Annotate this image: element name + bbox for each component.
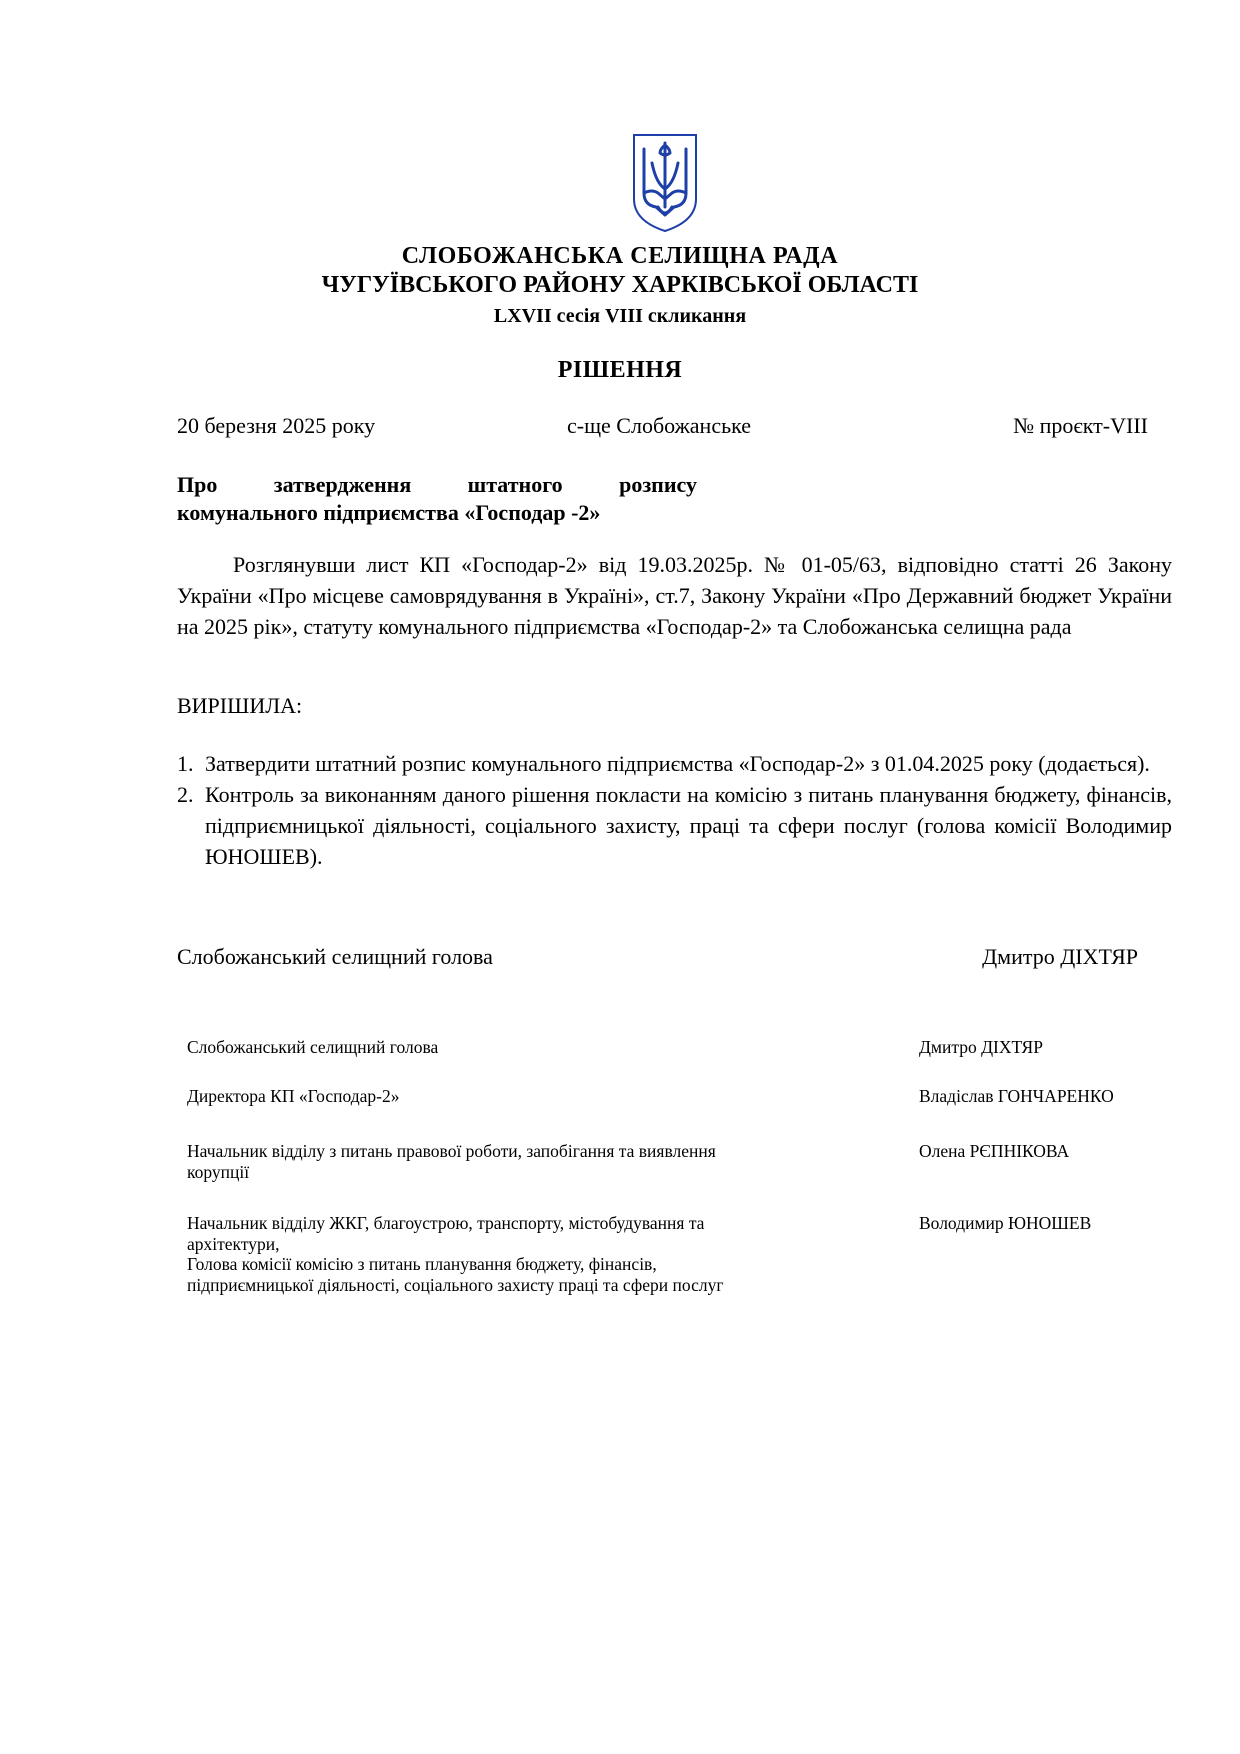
- session-text: LXVII сесія VIII скликання: [493, 305, 747, 327]
- decision-number-label: 2.: [177, 782, 194, 807]
- decided-label: ВИРІШИЛА:: [177, 693, 303, 718]
- subject-line-2: комунального підприємства «Господар -2»: [177, 500, 601, 525]
- approval-role: Директора КП «Господар-2»: [187, 1086, 400, 1106]
- decision-item: [177, 779, 1172, 872]
- approval-name: Олена РЄПНІКОВА: [919, 1141, 1070, 1161]
- document-title: РІШЕННЯ: [557, 357, 683, 383]
- district-name: ЧУГУЇВСЬКОГО РАЙОНУ ХАРКІВСЬКОЇ ОБЛАСТІ: [321, 272, 919, 298]
- signatory-role: Слобожанський селищний голова: [177, 944, 493, 969]
- subject-word: штатного: [467, 472, 563, 497]
- subject-line-1: [177, 471, 697, 499]
- subject-word: затвердження: [273, 472, 412, 497]
- decision-list: [177, 748, 1172, 872]
- approval-role: Начальник відділу ЖКГ, благоустрою, транспорту, містобудування та архітектури, Голова комісії комісію з питань планування бюджету, фінансів, підприємницької діяльності, соціального захисту праці та сфери послуг: [187, 1213, 724, 1295]
- decision-number: № проєкт-VIII: [1013, 413, 1148, 438]
- subject-word: Про: [177, 472, 218, 497]
- decision-subject: [177, 471, 697, 527]
- coat-of-arms-icon: [632, 133, 698, 233]
- decision-place: с-ще Слобожанське: [567, 413, 752, 438]
- approval-name: Владіслав ГОНЧАРЕНКО: [919, 1086, 1114, 1106]
- approval-role: Слобожанський селищний голова: [187, 1037, 439, 1057]
- decision-item: [177, 748, 1172, 779]
- preamble-paragraph: Розглянувши лист КП «Господар-2» від 19.03.2025р. № 01-05/63, відповідно статті 26 Закону України «Про місцеве самоврядування в Україні», ст.7, Закону України «Про Державний бюджет України на 2025 рік», статуту комунального підприємства «Господар-2» та Слобожанська селищна рада: [177, 552, 1172, 639]
- signatory-name: Дмитро ДІХТЯР: [982, 944, 1138, 969]
- decision-text: Контроль за виконанням даного рішення покласти на комісію з питань планування бюджету, фінансів, підприємницької діяльності, соціального захисту, праці та сфери послуг (голова комісії Володимир ЮНОШЕВ).: [205, 782, 1172, 869]
- decision-text: Затвердити штатний розпис комунального підприємства «Господар-2» з 01.04.2025 року (додається).: [205, 751, 1150, 776]
- decision-number-label: 1.: [177, 751, 194, 776]
- subject-word: розпису: [619, 472, 697, 497]
- approval-name: Володимир ЮНОШЕВ: [919, 1213, 1092, 1233]
- session-line: [0, 302, 1240, 330]
- approval-name: Дмитро ДІХТЯР: [919, 1037, 1043, 1057]
- approval-role: Начальник відділу з питань правової роботи, запобігання та виявлення корупції: [187, 1141, 716, 1182]
- council-name: СЛОБОЖАНСЬКА СЕЛИЩНА РАДА: [401, 243, 839, 269]
- decision-date: 20 березня 2025 року: [177, 413, 376, 438]
